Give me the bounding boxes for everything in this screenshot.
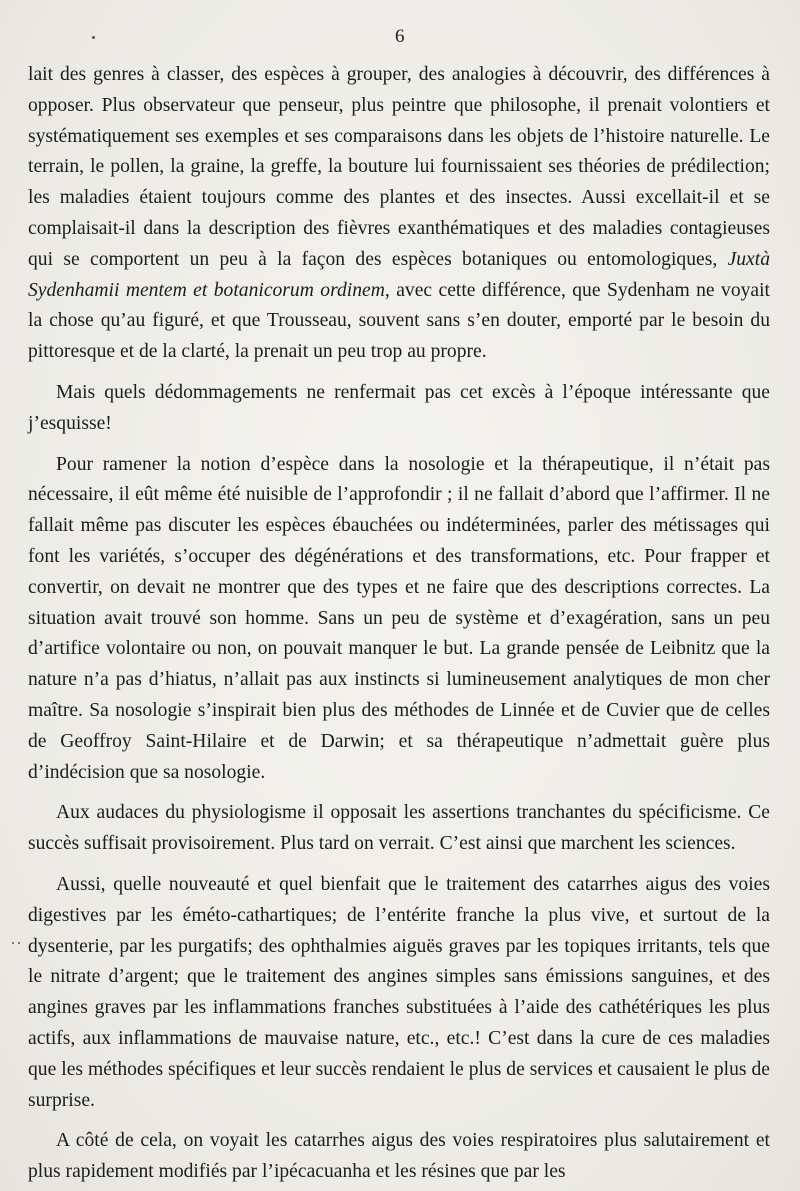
paragraph-1 bbox=[28, 60, 770, 368]
latin-quotation: Juxtà Sydenhamii mentem et botanicorum ordinem bbox=[28, 248, 770, 301]
paragraph-5: Aussi, quelle nouveauté et quel bienfait que le traitement des catarrhes aigus des voies digestives par les éméto-cathartiques; de l’entérite franche la plus vive, et surtout de la dysenterie, par les purgatifs; des ophthalmies aiguës graves par les topiques irritants, tels que le nitrate d’argent; que le traitement des angines simples sans émissions sanguines, et des angines graves par les inflammations franches substituées à l’aide des cathétériques les plus actifs, aux inflammations de mauvaise nature, etc., etc.! C’est dans la cure de ces maladies que les méthodes spécifiques et leur succès rendaient le plus de services et causaient le plus de surprise. bbox=[28, 873, 770, 1111]
page-number: 6 bbox=[395, 26, 405, 47]
paragraph-3: Pour ramener la notion d’espèce dans la nosologie et la thérapeutique, il n’était pas nécessaire, il eût même été nuisible de l’approfondir ; il ne fallait d’abord que l’affirmer. Il ne fallait même pas discuter les espèces ébauchées ou indéterminées, parler des métissages qui font les variétés, s’occuper des dégénérations et des transformations, etc. Pour frapper et convertir, on devait ne montrer que des types et ne faire que des descriptions correctes. La situation avait trouvé son homme. Sans un peu de système et d’exagération, sans un peu d’artifice volontaire ou non, on pouvait manquer le but. La grande pensée de Leibnitz que la nature n’a pas d’hiatus, n’allait pas aux instincts si lumineusement analytiques de mon cher maître. Sa nosologie s’inspirait bien plus des méthodes de Linnée et de Cuvier que de celles de Geoffroy Saint-Hilaire et de Darwin; et sa thérapeutique n’admettait guère plus d’indécision que sa nosologie. bbox=[28, 453, 770, 783]
paragraph-1-text-start: lait des genres à classer, des espèces à grouper, des analogies à découvrir, des différences à opposer. Plus observateur que penseur, plus peintre que philosophe, il prenait volontiers et systématiquement ses exemples et ses comparaisons dans les objets de l’histoire naturelle. Le terrain, le pollen, la graine, la greffe, la bouture lui fournissaient ses théories de prédilection; les maladies étaient toujours comme des plantes et des insectes. Aussi excellait-il et se complaisait-il dans la description des fièvres exanthématiques et des maladies contagieuses qui se comportent un peu à la façon des espèces botaniques ou entomologiques, bbox=[28, 64, 770, 270]
paragraph-1-text-end: , avec cette différence, que Sydenham ne voyait la chose qu’au figuré, et que Trousseau, souvent sans s’en douter, emporté par le besoin du pittoresque et de la clarté, la prenait un peu trop au propre. bbox=[28, 279, 770, 363]
scan-speck bbox=[92, 36, 95, 39]
paragraph-2: Mais quels dédommagements ne renfermait pas cet excès à l’époque intéressante que j’esquisse! bbox=[28, 381, 770, 434]
margin-mark bbox=[12, 942, 14, 944]
margin-mark bbox=[18, 942, 20, 944]
body-text bbox=[28, 60, 770, 1188]
paragraph-4: Aux audaces du physiologisme il opposait les assertions tranchantes du spécificisme. Ce succès suffisait provisoirement. Plus tard on verrait. C’est ainsi que marchent les sciences. bbox=[28, 802, 770, 855]
paragraph-6: A côté de cela, on voyait les catarrhes aigus des voies respiratoires plus salutairement et plus rapidement modifiés par l’ipécacuanha et les résines que par les bbox=[28, 1130, 770, 1183]
